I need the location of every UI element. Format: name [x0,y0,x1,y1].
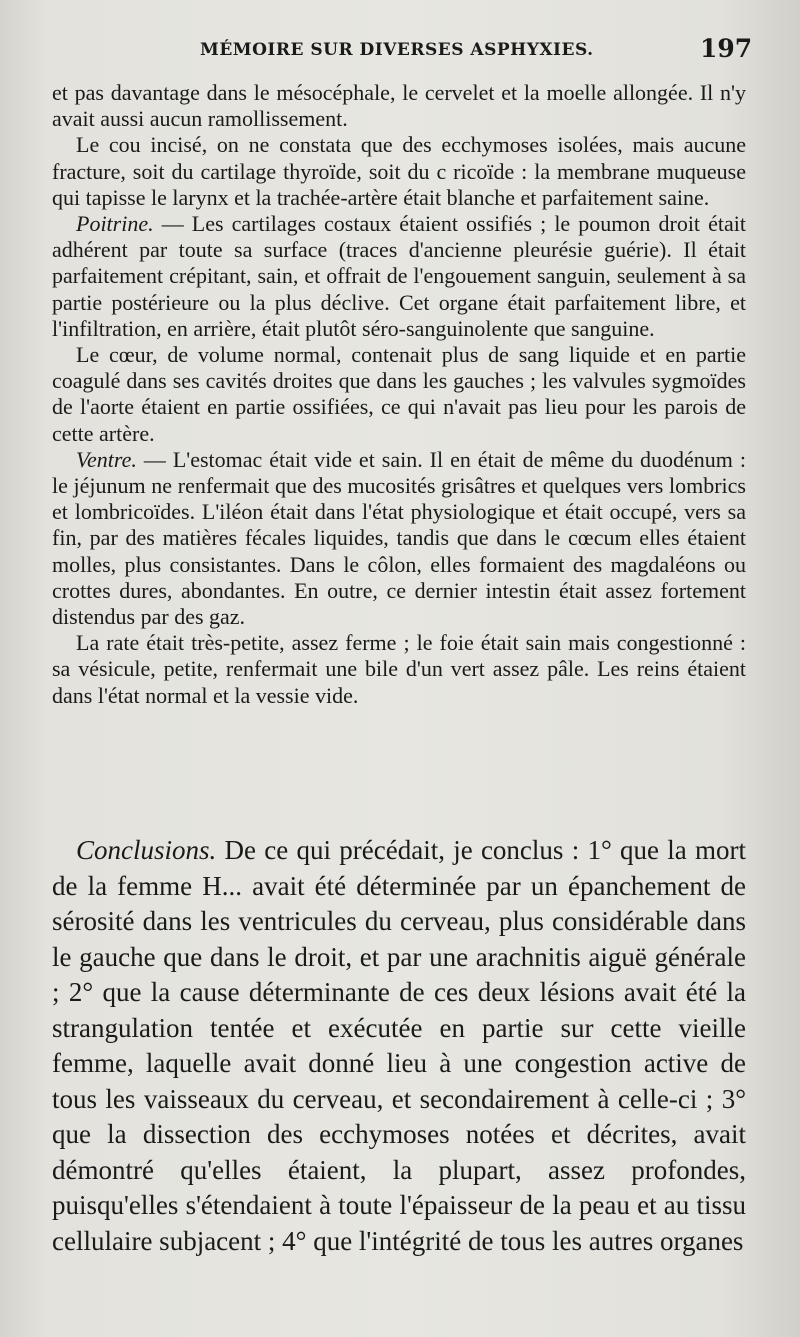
paragraph-poitrine [52,211,746,342]
running-title: MÉMOIRE SUR DIVERSES ASPHYXIES. [200,40,594,60]
paragraph-text: — Les cartilages costaux étaient ossifiés ; le poumon droit était adhérent par toute sa surface (traces d'ancienne pleurésie guérie). Il était parfaitement crépitant, sain, et offrait de l'engouement sanguin, seulement à sa partie postérieure ou la plus déclive. Cet organe était parfaitement libre, et l'infiltration, en arrière, était plutôt séro-sanguinolente que sanguine. [52,211,746,341]
paragraph-conclusions [52,833,746,1259]
paragraph [52,342,746,447]
paragraph-text: — L'estomac était vide et sain. Il en était de même du duodénum : le jéjunum ne renfermait que des mucosités grisâtres et quelques vers lombrics et lombricoïdes. L'iléon était dans l'état physiologique et était occupé, vers sa fin, par des matières fécales liquides, tandis que dans le cœcum elles étaient molles, plus consistantes. Dans le côlon, elles formaient des magdaléons ou crottes dures, abondantes. En outre, ce dernier intestin était assez fortement distendus par des gaz. [52,446,746,630]
paragraph [52,132,746,211]
page-number: 197 [700,34,753,63]
section-heading-poitrine: Poitrine. [76,211,154,237]
body-text-small [52,80,746,709]
section-heading-ventre: Ventre. [76,446,137,472]
paragraph-text: De ce qui précédait, je conclus : 1° que la mort de la femme H... avait été déterminée par un épanchement de sérosité dans les ventricules du cerveau, plus considérable dans le gauche que dans le droit, et par une arachnitis aiguë générale ; 2° que la cause déterminante de ces deux lésions avait été la strangulation tentée et exécutée en partie sur cette vieille femme, laquelle avait donné lieu à une congestion active de tous les vaisseaux du cerveau, et secondairement à celle-ci ; 3° que la dissection des ecchymoses notées et décrites, avait démontré qu'elles étaient, la plupart, assez profondes, puisqu'elles s'étendaient à toute l'épaisseur de la peau et au tissu cellulaire subjacent ; 4° que l'intégrité de tous les autres organes [52,835,746,1256]
page-header [0,34,800,74]
body-text-large [52,833,746,1259]
paragraph-text: La rate était très-petite, assez ferme ; le foie était sain mais congestionné : sa vésicule, petite, renfermait une bile d'un vert assez pâle. Les reins étaient dans l'état normal et la vessie vide. [52,630,746,708]
paragraph-text: Le cœur, de volume normal, contenait plus de sang liquide et en partie coagulé dans ses cavités droites que dans les gauches ; les valvules sygmoïdes de l'aorte étaient en partie ossifiées, ce qui n'avait pas lieu pour les parois de cette artère. [52,342,746,446]
paragraph-text: et pas davantage dans le mésocéphale, le cervelet et la moelle allongée. Il n'y avait aussi aucun ramollissement. [52,80,746,132]
paragraph-ventre [52,447,746,630]
paragraph-text: Le cou incisé, on ne constata que des ecchymoses isolées, mais aucune fracture, soit du cartilage thyroïde, soit du c ricoïde : la membrane muqueuse qui tapisse le larynx et la trachée-artère était blanche et parfaitement saine. [52,132,746,210]
paragraph [52,630,746,709]
paragraph [52,80,746,132]
section-heading-conclusions: Conclusions. [76,835,217,865]
